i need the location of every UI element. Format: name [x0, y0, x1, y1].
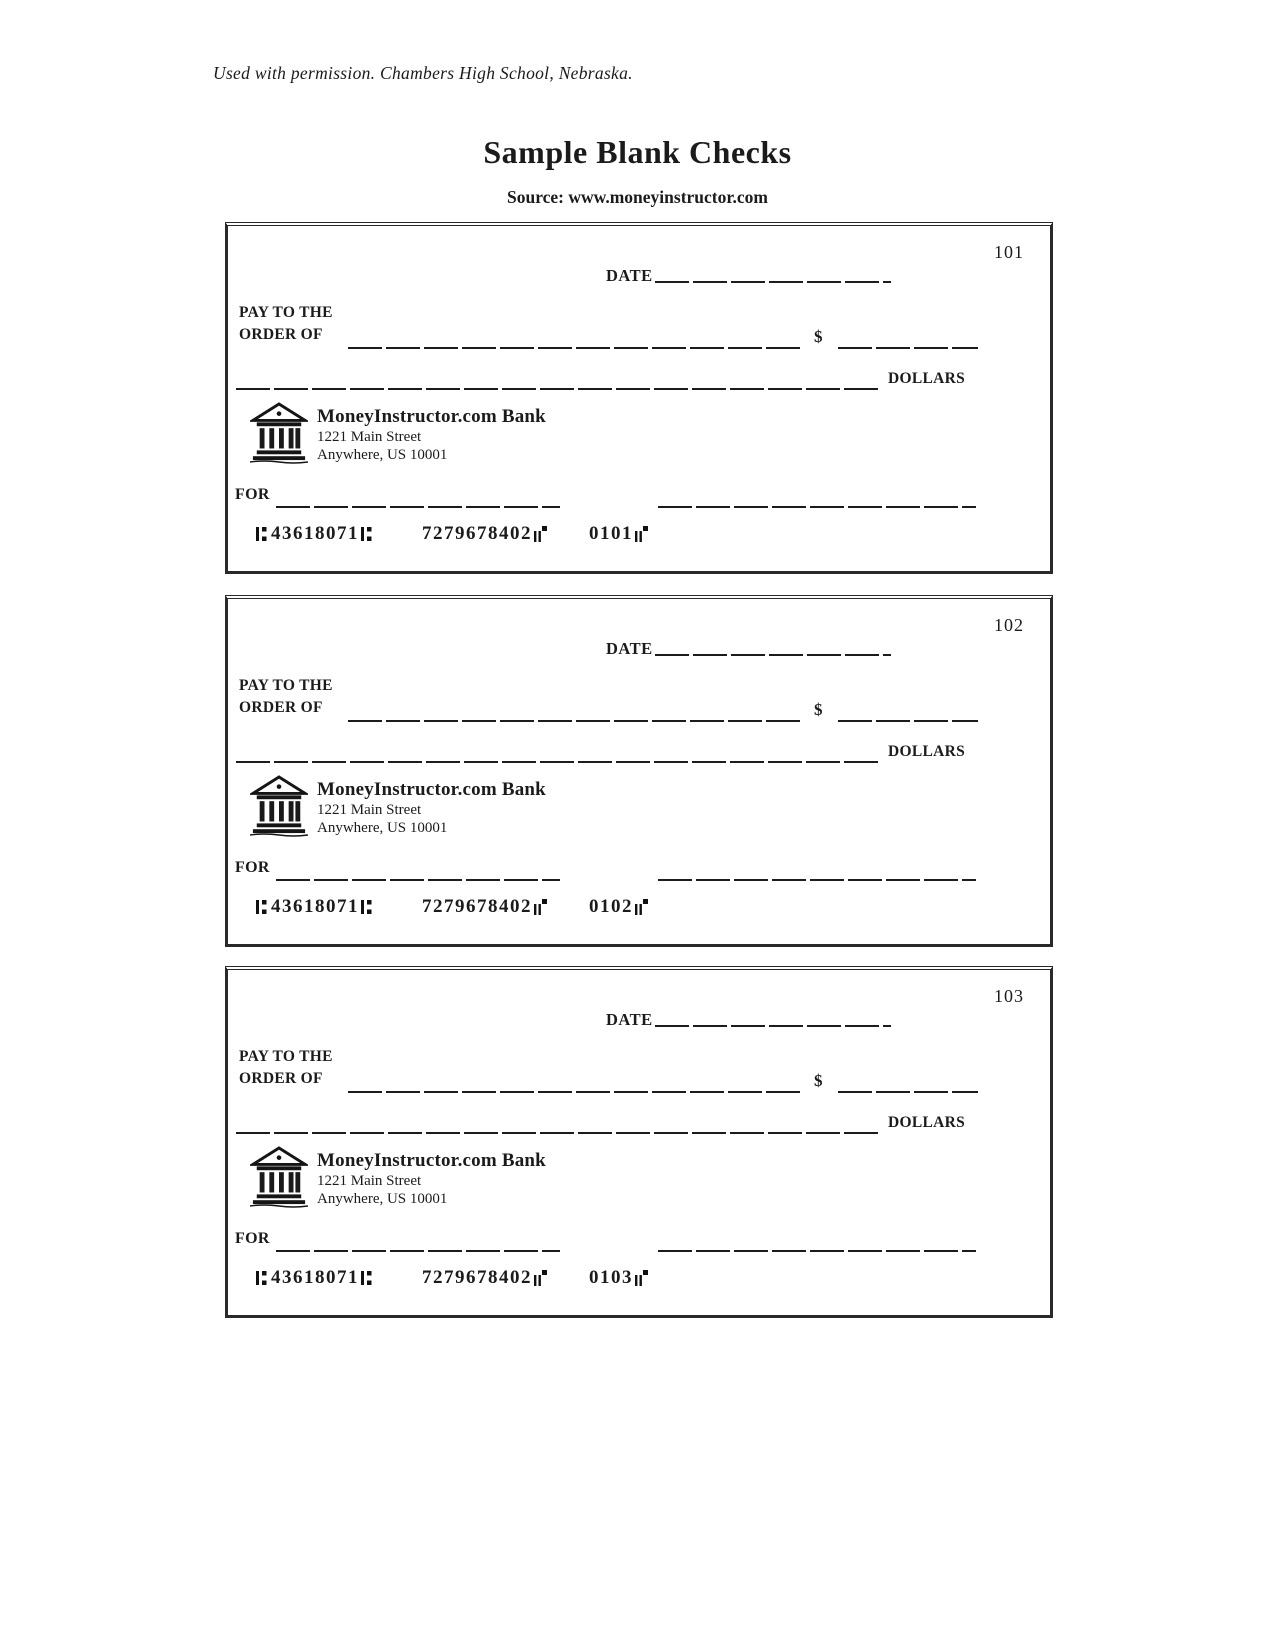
bank-info [317, 775, 546, 837]
micr-account-number: 7279678402 [422, 1267, 532, 1288]
for-label: FOR [235, 1230, 270, 1247]
micr-transit-icon [361, 1268, 374, 1288]
date-line [655, 1025, 891, 1027]
date-label: DATE [606, 1010, 653, 1029]
dollar-sign: $ [814, 1071, 823, 1090]
bank-address-line2: Anywhere, US 10001 [317, 820, 448, 836]
bank-address-line1: 1221 Main Street [317, 429, 422, 445]
micr-account-number: 7279678402 [422, 523, 532, 544]
check-number: 102 [994, 615, 1024, 635]
for-label: FOR [235, 859, 270, 876]
micr-onus-icon [534, 1268, 547, 1288]
micr-routing-number: 43618071 [271, 896, 359, 917]
order-of-label: ORDER OF [239, 1070, 323, 1087]
memo-line [276, 1250, 560, 1252]
check-form [225, 595, 1053, 947]
micr-check-number: 0102 [589, 896, 633, 917]
signature-line [658, 879, 976, 881]
micr-onus-icon [635, 897, 648, 917]
micr-transit-icon [361, 897, 374, 917]
amount-words-line [236, 388, 882, 390]
signature-line [658, 1250, 976, 1252]
payee-line [348, 347, 800, 349]
payee-line [348, 1091, 800, 1093]
date-label: DATE [606, 266, 653, 285]
bank-address-line2: Anywhere, US 10001 [317, 1191, 448, 1207]
bank-block [250, 402, 546, 464]
dollar-sign: $ [814, 700, 823, 719]
date-label: DATE [606, 639, 653, 658]
micr-onus-icon [534, 897, 547, 917]
check-number: 103 [994, 986, 1024, 1006]
micr-transit-icon [361, 524, 374, 544]
micr-transit-icon [256, 524, 269, 544]
amount-line [838, 720, 978, 722]
amount-line [838, 1091, 978, 1093]
dollar-sign: $ [814, 327, 823, 346]
for-label: FOR [235, 486, 270, 503]
micr-line [256, 1267, 648, 1289]
micr-onus-icon [635, 1268, 648, 1288]
bank-name: MoneyInstructor.com Bank [317, 779, 546, 800]
page-title: Sample Blank Checks [483, 134, 792, 170]
bank-building-icon [250, 775, 308, 837]
date-line [655, 281, 891, 283]
bank-building-icon [250, 1146, 308, 1208]
micr-transit-icon [256, 897, 269, 917]
micr-routing-number: 43618071 [271, 1267, 359, 1288]
micr-transit-icon [256, 1268, 269, 1288]
date-row [606, 639, 891, 659]
pay-to-the-label: PAY TO THE [239, 1048, 333, 1065]
bank-address-line2: Anywhere, US 10001 [317, 447, 448, 463]
pay-to-the-label: PAY TO THE [239, 677, 333, 694]
amount-words-line [236, 761, 882, 763]
micr-line [256, 523, 648, 545]
attribution-text: Used with permission. Chambers High School, Nebraska. [213, 63, 633, 83]
dollars-label: DOLLARS [888, 1114, 966, 1131]
micr-onus-icon [635, 524, 648, 544]
memo-line [276, 879, 560, 881]
date-row [606, 266, 891, 286]
check-form [225, 966, 1053, 1318]
bank-block [250, 775, 546, 837]
date-row [606, 1010, 891, 1030]
dollars-label: DOLLARS [888, 370, 966, 387]
bank-address-line1: 1221 Main Street [317, 802, 422, 818]
check-number: 101 [994, 242, 1024, 262]
micr-account-number: 7279678402 [422, 896, 532, 917]
bank-info [317, 402, 546, 464]
page-subtitle: Source: www.moneyinstructor.com [506, 187, 768, 207]
micr-routing-number: 43618071 [271, 523, 359, 544]
memo-line [276, 506, 560, 508]
order-of-label: ORDER OF [239, 699, 323, 716]
bank-building-icon [250, 402, 308, 464]
date-line [655, 654, 891, 656]
bank-address-line1: 1221 Main Street [317, 1173, 422, 1189]
micr-line [256, 896, 648, 918]
dollars-label: DOLLARS [888, 743, 966, 760]
bank-name: MoneyInstructor.com Bank [317, 1150, 546, 1171]
bank-info [317, 1146, 546, 1208]
micr-onus-icon [534, 524, 547, 544]
order-of-label: ORDER OF [239, 326, 323, 343]
check-form [225, 222, 1053, 574]
micr-check-number: 0101 [589, 523, 633, 544]
payee-line [348, 720, 800, 722]
pay-to-the-label: PAY TO THE [239, 304, 333, 321]
bank-block [250, 1146, 546, 1208]
amount-line [838, 347, 978, 349]
micr-check-number: 0103 [589, 1267, 633, 1288]
amount-words-line [236, 1132, 882, 1134]
signature-line [658, 506, 976, 508]
bank-name: MoneyInstructor.com Bank [317, 406, 546, 427]
